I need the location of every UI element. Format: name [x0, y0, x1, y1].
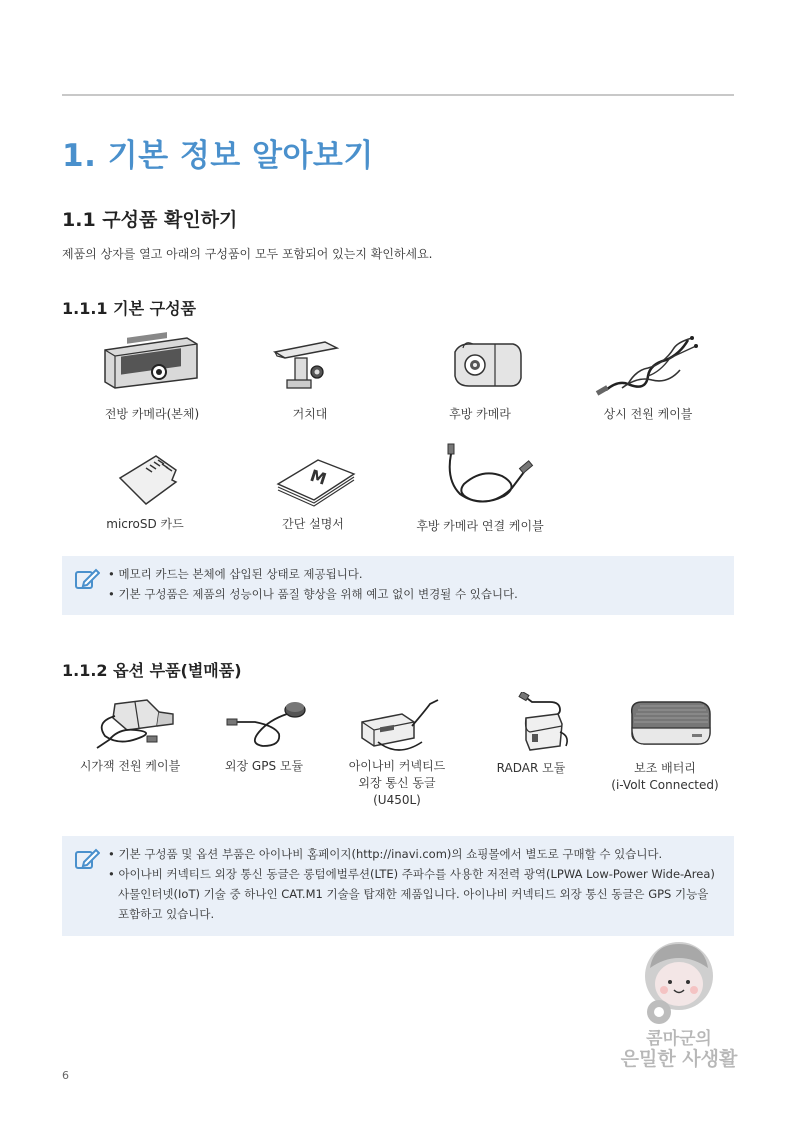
item-label: 후방 카메라 연결 케이블: [416, 519, 544, 533]
item-rear-cable: [405, 440, 555, 535]
basic-notes-list: [108, 564, 720, 604]
item-power-cable: [573, 330, 723, 423]
item-gps-module: [189, 692, 339, 775]
watermark: [614, 938, 744, 1078]
item-battery: [590, 692, 740, 794]
chapter-title: 1. 기본 정보 알아보기: [62, 138, 374, 174]
item-label: RADAR 모듈: [496, 761, 566, 775]
item-mount: [235, 330, 385, 423]
watermark-line2: 은밀한 사생활: [620, 1048, 738, 1070]
item-front-camera: [77, 330, 227, 423]
note-item: • 아이나비 커넥티드 외장 통신 동글은 롱텀에벌루션(LTE) 주파수를 사용한 저전력 광역(LPWA Low-Power Wide-Area) 사물인터넷(IoT) 기술 중 하나인 CAT.M1 기술을 탑재한 제품입니다. 아이나비 커넥티드 외장 통신 동글은 GPS 기능을 포함하고 있습니다.: [108, 864, 720, 924]
item-label: 간단 설명서: [282, 517, 344, 531]
dongle-icon: [342, 692, 452, 752]
item-sd-card: [70, 448, 220, 533]
item-label: 아이나비 커넥티드 외장 통신 동글 (U450L): [348, 759, 446, 807]
item-label: 전방 카메라(본체): [104, 407, 200, 421]
section-title: 1.1 구성품 확인하기: [62, 209, 238, 231]
item-manual: [238, 448, 388, 533]
note-item: • 기본 구성품 및 옵션 부품은 아이나비 홈페이지(http://inavi.com)의 쇼핑몰에서 별도로 구매할 수 있습니다.: [108, 844, 720, 864]
optional-notes-box: [62, 836, 734, 936]
mount-icon: [255, 330, 365, 400]
section-intro: 제품의 상자를 열고 아래의 구성품이 모두 포함되어 있는지 확인하세요.: [62, 247, 433, 261]
rear-cable-icon: [420, 440, 540, 512]
item-rear-camera: [405, 330, 555, 423]
pencil-note-icon: [74, 566, 100, 592]
item-radar-module: [456, 692, 606, 777]
page-number: 6: [62, 1069, 69, 1082]
pencil-note-icon: [74, 846, 100, 872]
watermark-line1: 콤마군의: [646, 1029, 712, 1049]
gps-module-icon: [209, 692, 319, 752]
front-camera-icon: [97, 330, 207, 400]
power-cable-icon: [588, 330, 708, 400]
item-label: 후방 카메라: [449, 407, 511, 421]
item-label: 보조 배터리 (i-Volt Connected): [611, 761, 719, 792]
manual-icon: [258, 448, 368, 510]
cigar-cable-icon: [75, 692, 185, 752]
radar-module-icon: [476, 692, 586, 754]
item-label: 외장 GPS 모듈: [224, 759, 304, 773]
item-label: 거치대: [292, 407, 328, 421]
basic-components-title: 1.1.1 기본 구성품: [62, 299, 196, 318]
optional-parts-title: 1.1.2 옵션 부품(별매품): [62, 661, 242, 680]
basic-notes-box: [62, 556, 734, 615]
item-dongle: [322, 692, 472, 809]
note-item: • 기본 구성품은 제품의 성능이나 품질 향상을 위해 예고 없이 변경될 수 있습니다.: [108, 584, 720, 604]
item-cigar-cable: [55, 692, 205, 775]
svg-text:M: M: [307, 465, 329, 489]
note-item: • 메모리 카드는 본체에 삽입된 상태로 제공됩니다.: [108, 564, 720, 584]
item-label: 상시 전원 케이블: [603, 407, 693, 421]
item-label: microSD 카드: [106, 517, 184, 531]
mascot-icon: [614, 938, 744, 1038]
sd-card-icon: [90, 448, 200, 510]
rear-camera-icon: [425, 330, 535, 400]
battery-icon: [610, 692, 720, 754]
optional-notes-list: [108, 844, 720, 924]
item-label: 시가잭 전원 케이블: [79, 759, 181, 773]
header-rule: [62, 94, 734, 96]
